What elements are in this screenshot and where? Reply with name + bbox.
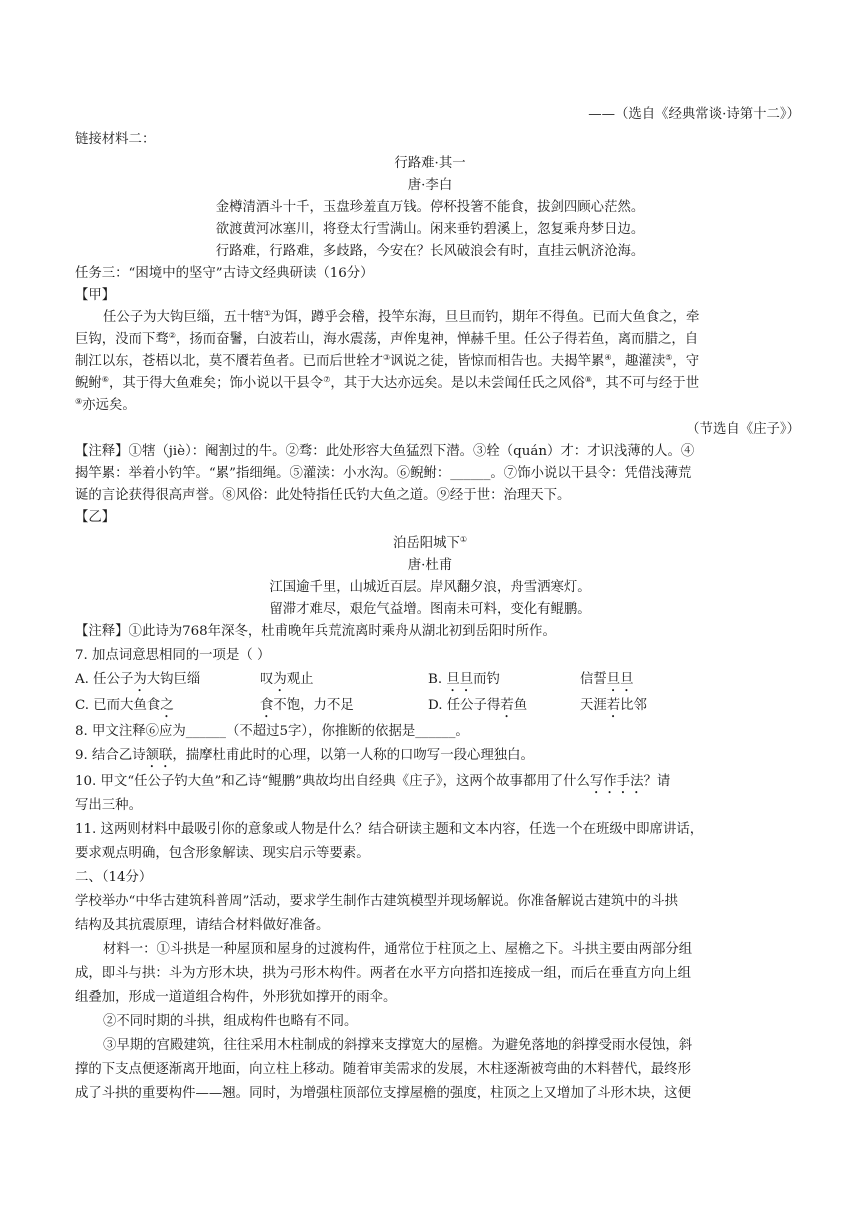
q7-option-b: B. 旦旦而钓 bbox=[428, 672, 500, 687]
q11-line-2: 要求观点明确，包含形象解读、现实启示等要素。 bbox=[75, 846, 370, 861]
poem-line-1: 金樽清酒斗十千，玉盘珍羞直万钱。停杯投箸不能食，拔剑四顾心茫然。 bbox=[215, 200, 645, 215]
jia-line-4: 鲵鲋⑥，其于得大鱼难矣；饰小说以干县令⑦，其于大达亦远矣。是以未尝闻任氏之风俗⑧，其不可与经于世 bbox=[75, 375, 700, 391]
q10-line-2: 写出三种。 bbox=[75, 798, 142, 813]
jia-notes-3: 诞的言论获得很高声誉。⑧风俗：此处特指任氏钓大鱼之道。⑨经于世：治理天下。 bbox=[75, 488, 571, 503]
yi-label: 【乙】 bbox=[75, 510, 116, 525]
q11-line-1: 11. 这两则材料中最吸引你的意象或人物是什么？结合研读主题和文本内容，任选一个在班级中即席讲话， bbox=[75, 822, 704, 837]
link2-title: 行路难·其一 bbox=[394, 156, 466, 171]
q7-stem: 7. 加点词意思相同的一项是（ ） bbox=[75, 648, 271, 663]
intro-line-2: 结构及其抗震原理，请结合材料做好准备。 bbox=[75, 918, 330, 933]
yi-line-1: 江国逾千里，山城近百层。岸风翻夕浪，舟雪洒寒灯。 bbox=[269, 580, 591, 595]
jia-line-2: 巨钩，没而下骛②，扬而奋鬐，白波若山，海水震荡，声侔鬼神，惮赫千里。任公子得若鱼，离而腊之，自 bbox=[75, 331, 699, 347]
m1-line-6: 撑的下支点便逐渐离开地面，向立柱上移动。随着审美需求的发展，木柱逐渐被弯曲的木料替代，最终形 bbox=[75, 1062, 691, 1077]
link2-label: 链接材料二： bbox=[75, 132, 156, 147]
jia-source: （节选自《庄子》） bbox=[686, 422, 800, 437]
q7-option-d-compare: 天涯若比邻 bbox=[580, 698, 647, 713]
jia-line-5: ⑨亦远矣。 bbox=[75, 397, 136, 413]
jia-notes-2: 揭竿累：举着小钓竿。“累”指细绳。⑤灌渎：小水沟。⑥鲵鲋：______。⑦饰小说以干县令：凭借浅薄荒 bbox=[75, 466, 692, 481]
poem-line-2: 欲渡黄河冰塞川，将登太行雪满山。闲来垂钓碧溪上，忽复乘舟梦日边。 bbox=[215, 222, 645, 237]
link2-author: 唐·李白 bbox=[407, 178, 453, 193]
jia-notes-1: 【注释】①犗（jiè）：阉割过的牛。②骛：此处形容大鱼猛烈下潜。③辁（quán）才：才识浅薄的人。④ bbox=[75, 444, 695, 459]
yi-line-2: 留滞才难尽，艰危气益增。图南未可料，变化有鲲鹏。 bbox=[269, 602, 591, 617]
m1-line-5: ③早期的宫殿建筑，往往采用木柱制成的斜撑来支撑宽大的屋檐。为避免落地的斜撑受雨水侵蚀，斜 bbox=[103, 1038, 693, 1053]
q7-option-c-compare: 食不饱，力不足 bbox=[260, 698, 354, 713]
jia-line-1: 任公子为大钩巨缁，五十犗①为饵，蹲乎会稽，投竿东海，旦旦而钓，期年不得鱼。已而大鱼食之，牵 bbox=[103, 309, 700, 325]
m1-line-3: 组叠加，形成一道道组合构件，外形犹如撑开的雨伞。 bbox=[75, 990, 397, 1005]
q7-option-d: D. 任公子得若鱼 bbox=[428, 698, 528, 713]
task3-heading: 任务三：“困境中的坚守”古诗文经典研读（16分） bbox=[75, 266, 374, 281]
q7-option-b-compare: 信誓旦旦 bbox=[580, 672, 634, 687]
intro-line-1: 学校举办“中华古建筑科普周”活动，要求学生制作古建筑模型并现场解说。你准备解说古建筑中的斗拱 bbox=[75, 894, 678, 909]
q8: 8. 甲文注释⑥应为______（不超过5字），你推断的依据是______。 bbox=[75, 724, 469, 739]
q7-option-c: C. 已而大鱼食之 bbox=[75, 698, 174, 713]
q7-option-a: A. 任公子为大钩巨缁 bbox=[75, 672, 201, 687]
jia-label: 【甲】 bbox=[75, 288, 116, 303]
q10-line-1: 10. 甲文“任公子钓大鱼”和乙诗“鲲鹏”典故均出自经典《庄子》，这两个故事都用了什么写作手法？请 bbox=[75, 774, 671, 789]
q7-option-a-compare: 叹为观止 bbox=[260, 672, 314, 687]
m1-line-4: ②不同时期的斗拱，组成构件也略有不同。 bbox=[103, 1014, 358, 1029]
m1-line-2: 成，即斗与拱：斗为方形木块，拱为弓形木构件。两者在水平方向搭扣连接成一组，而后在垂直方向上组 bbox=[75, 966, 691, 981]
yi-author: 唐·杜甫 bbox=[407, 558, 453, 573]
section-2-heading: 二、（14分） bbox=[75, 870, 153, 885]
m1-line-7: 成了斗拱的重要构件——翘。同时，为增强柱顶部位支撑屋檐的强度，柱顶之上又增加了斗形木块，这便 bbox=[75, 1086, 691, 1101]
yi-title: 泊岳阳城下① bbox=[392, 535, 468, 551]
poem-line-3: 行路难，行路难，多歧路，今安在？长风破浪会有时，直挂云帆济沧海。 bbox=[215, 244, 645, 259]
jia-line-3: 制江以东，苍梧以北，莫不餍若鱼者。已而后世辁才③讽说之徒，皆惊而相告也。夫揭竿累④，趣灌渎⑤，守 bbox=[75, 353, 700, 369]
q9: 9. 结合乙诗颔联，揣摩杜甫此时的心理，以第一人称的口吻写一段心理独白。 bbox=[75, 748, 534, 763]
yi-note: 【注释】①此诗为768年深冬，杜甫晚年兵荒流离时乘舟从湖北初到岳阳时所作。 bbox=[75, 624, 556, 639]
top-source: ——（选自《经典常谈·诗第十二》） bbox=[588, 107, 800, 122]
m1-line-1: 材料一：①斗拱是一种屋顶和屋身的过渡构件，通常位于柱顶之上、屋檐之下。斗拱主要由两部分组 bbox=[103, 942, 693, 957]
